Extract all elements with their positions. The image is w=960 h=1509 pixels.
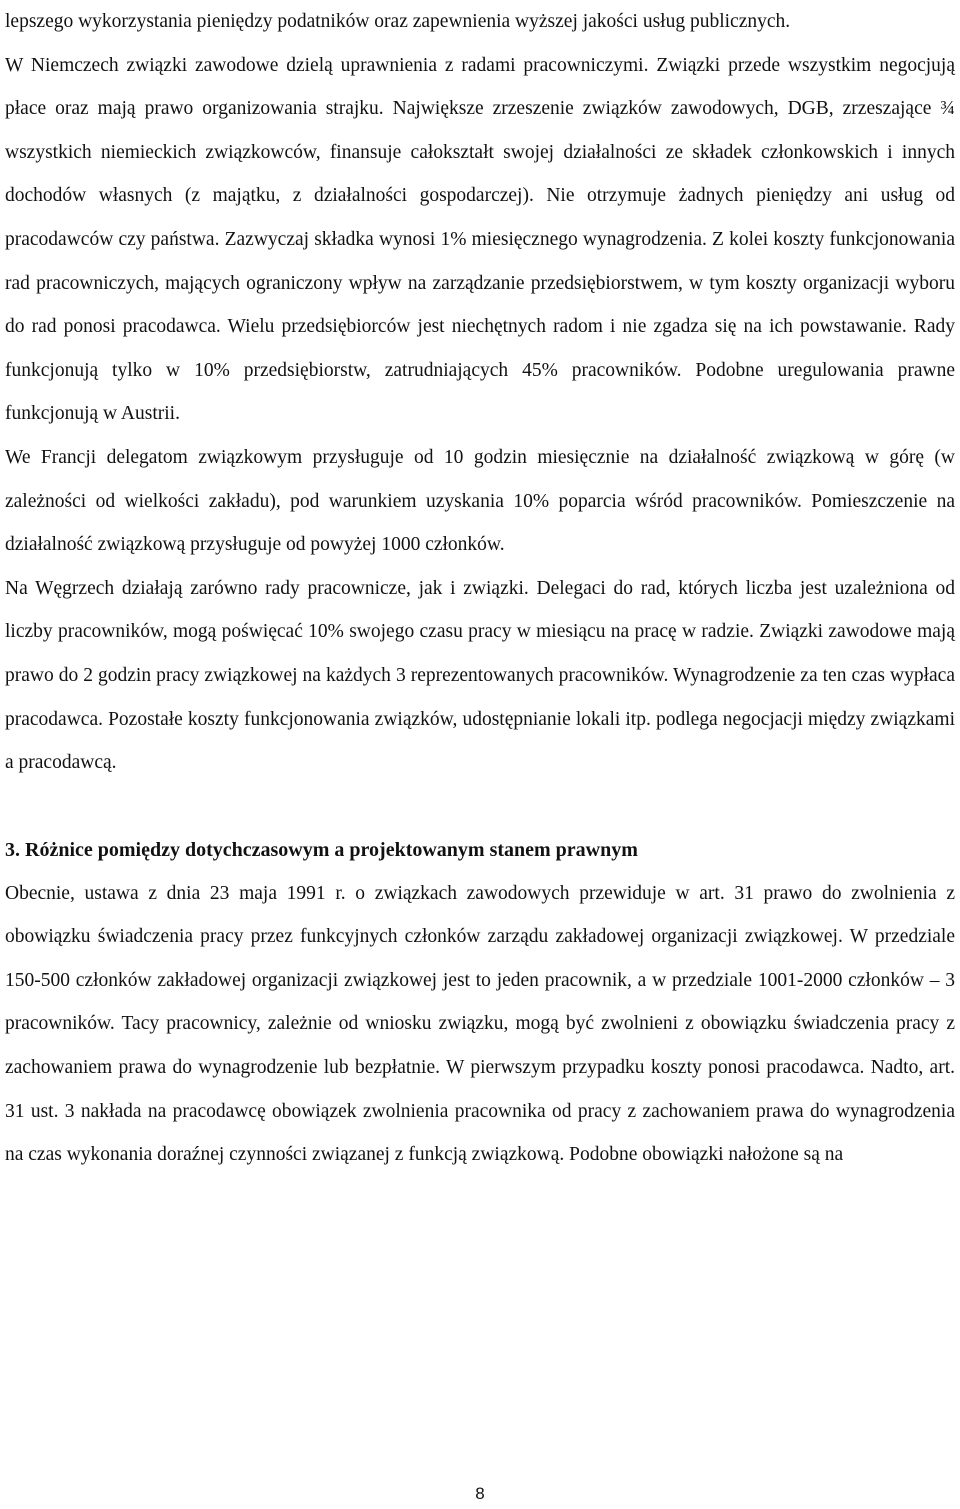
section-spacer	[5, 785, 955, 828]
paragraph-germany: W Niemczech związki zawodowe dzielą uprawnienia z radami pracowniczymi. Związki przede wszystkim negocjują płace oraz mają prawo organizowania strajku. Największe zrzeszenie związków zawodowych, DGB, zrzeszające ¾ wszystkich niemieckich związkowców, finansuje całokształt swojej działalności ze składek członkowskich i innych dochodów własnych (z majątku, z działalności gospodarczej). Nie otrzymuje żadnych pieniędzy ani usług od pracodawców czy państwa. Zazwyczaj składka wynosi 1% miesięcznego wynagrodzenia. Z kolei koszty funkcjonowania rad pracowniczych, mających ograniczony wpływ na zarządzanie przedsiębiorstwem, w tym koszty organizacji wyboru do rad ponosi pracodawca. Wielu przedsiębiorców jest niechętnych radom i nie zgadza się na ich powstawanie. Rady funkcjonują tylko w 10% przedsiębiorstw, zatrudniających 45% pracowników. Podobne uregulowania prawne funkcjonują w Austrii.	[5, 54, 955, 425]
paragraph-france: We Francji delegatom związkowym przysługuje od 10 godzin miesięcznie na działalność związkową w górę (w zależności od wielkości zakładu), pod warunkiem uzyskania 10% poparcia wśród pracowników. Pomieszczenie na działalność związkową przysługuje od powyżej 1000 członków.	[5, 446, 955, 556]
paragraph-current-law: Obecnie, ustawa z dnia 23 maja 1991 r. o związkach zawodowych przewiduje w art. 31 prawo do zwolnienia z obowiązku świadczenia pracy przez funkcyjnych członków zarządu zakładowej organizacji związkowej. W przedziale 150-500 członków zakładowej organizacji związkowej jest to jeden pracownik, a w przedziale 1001-2000 członków – 3 pracowników. Tacy pracownicy, zależnie od wniosku związku, mogą być zwolnieni z obowiązku świadczenia pracy z zachowaniem prawa do wynagrodzenie lub bezpłatnie. W pierwszym przypadku koszty ponosi pracodawca. Nadto, art. 31 ust. 3 nakłada na pracodawcę obowiązek zwolnienia pracownika od pracy z zachowaniem prawa do wynagrodzenia na czas wykonania doraźnej czynności związanej z funkcją związkową. Podobne obowiązki nałożone są na	[5, 882, 955, 1166]
document-page	[5, 0, 955, 1177]
page-number: 8	[475, 1484, 485, 1503]
paragraph-hungary: Na Węgrzech działają zarówno rady pracownicze, jak i związki. Delegaci do rad, których liczba jest uzależniona od liczby pracowników, mogą poświęcać 10% swojego czasu pracy w miesiącu na pracę w radzie. Związki zawodowe mają prawo do 2 godzin pracy związkowej na każdych 3 reprezentowanych pracowników. Wynagrodzenie za ten czas wypłaca pracodawca. Pozostałe koszty funkcjonowania związków, udostępnianie lokali itp. podlega negocjacji między związkami a pracodawcą.	[5, 577, 955, 774]
section-heading: 3. Różnice pomiędzy dotychczasowym a projektowanym stanem prawnym	[5, 838, 638, 861]
paragraph-intro: lepszego wykorzystania pieniędzy podatników oraz zapewnienia wyższej jakości usług publicznych.	[5, 11, 791, 32]
